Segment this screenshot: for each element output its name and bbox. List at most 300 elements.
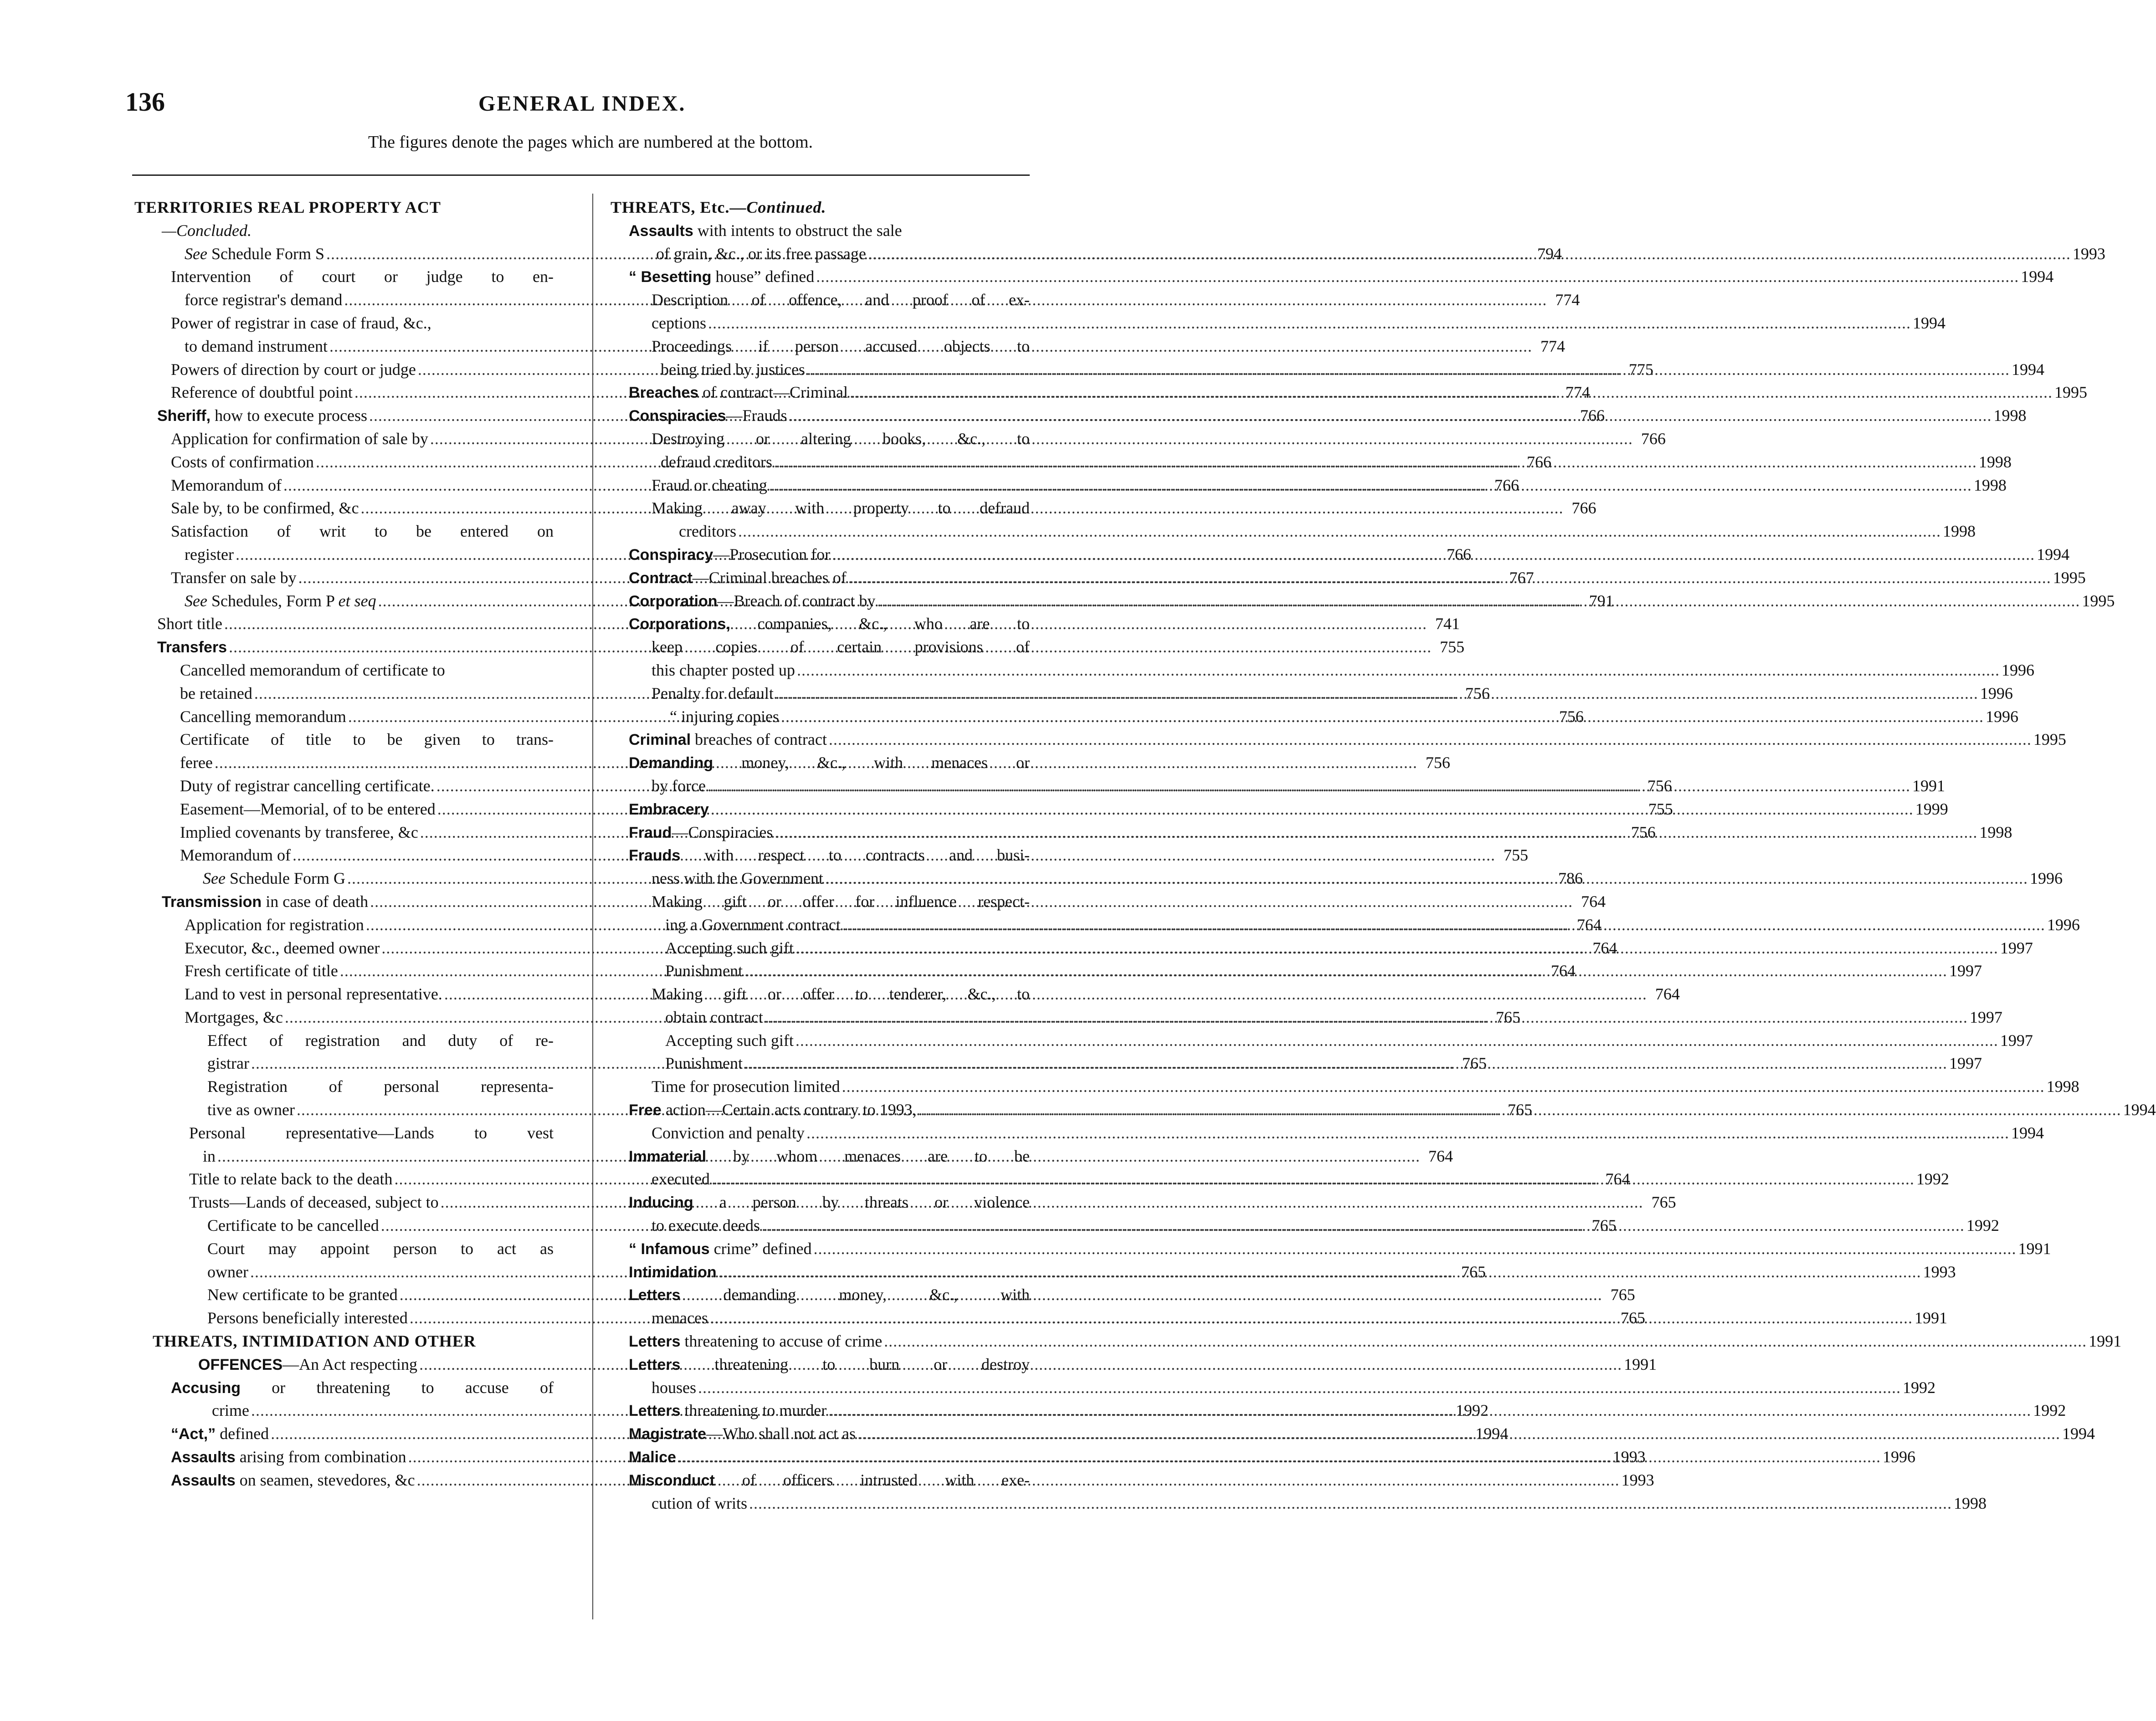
dot-leader [868, 242, 2071, 266]
entry-text [665, 1006, 763, 1029]
dot-leader [850, 381, 2053, 404]
index-entry [611, 1029, 2033, 1052]
entry-text [629, 1283, 1030, 1307]
page-ref: 1994 [2037, 545, 2070, 563]
page-ref: 765 [1507, 1101, 1532, 1119]
dot-leader [797, 659, 2000, 682]
page-ref: 774 [1555, 291, 1580, 309]
entry-text [652, 1376, 696, 1399]
entry-text [171, 474, 282, 497]
entry-label: New certificate to be granted [207, 1286, 398, 1304]
entry-label: by force [652, 776, 706, 795]
dot-leader [744, 1052, 1947, 1075]
entry-label: of contract—Criminal [698, 383, 848, 402]
index-entry [611, 219, 1030, 242]
entry-label: of grain, &c., or its free passage [656, 244, 866, 263]
entry-text [171, 1469, 415, 1492]
entry-text [652, 983, 1030, 1006]
entry-label: Certificate to be cancelled [207, 1216, 379, 1235]
page-ref: 764 [1550, 962, 1576, 980]
entry-text [157, 404, 367, 428]
entry-heading: Inducing [629, 1194, 693, 1212]
entry-text [652, 867, 823, 890]
dot-leader [762, 1214, 1965, 1237]
page-ref: 755 [1503, 846, 1528, 865]
entry-label: Accepting such gift [665, 938, 794, 957]
entry-heading: Transmission [162, 893, 262, 911]
entry-label: Fresh certificate of title [185, 962, 338, 980]
entry-text [180, 728, 554, 751]
entry-label: “ injuring copies [670, 707, 779, 726]
index-entry [611, 497, 1030, 520]
page-ref: 755 [1648, 799, 1673, 818]
entry-text [652, 682, 774, 705]
dot-leader [712, 1168, 1915, 1191]
page-ref: 1996 [1985, 707, 2018, 726]
entry-label: Registration of personal representa- [207, 1077, 554, 1096]
entry-label: —Criminal breaches of [692, 568, 847, 587]
index-entry [134, 1075, 554, 1098]
index-entry [611, 335, 1030, 358]
entry-heading: Free [629, 1101, 662, 1119]
entry-text [180, 751, 213, 774]
entry-label: threatening to burn or destroy [680, 1355, 1030, 1373]
dot-leader [710, 1306, 1913, 1330]
page-ref: 767 [1509, 568, 1534, 587]
entry-text [679, 520, 736, 543]
entry-heading: Corporation [629, 592, 718, 610]
entry-label: executed [652, 1170, 710, 1188]
entry-text [652, 288, 1030, 312]
entry-text [629, 1445, 676, 1469]
entry-label: of officers intrusted with exe- [714, 1470, 1030, 1489]
entry-label: Application for registration [185, 915, 364, 934]
page-ref: 1992 [1455, 1401, 1489, 1420]
entry-label: Powers of direction by court or judge [171, 360, 416, 379]
entry-heading: “ Besetting [629, 268, 712, 286]
entry-text [652, 635, 1030, 659]
entry-text [629, 798, 709, 821]
dot-leader [842, 913, 2045, 937]
index-entry [611, 312, 1946, 335]
entry-label: Sale by, to be confirmed, &c [171, 499, 359, 517]
entry-label: gistrar [207, 1054, 249, 1073]
entry-text [189, 1122, 554, 1145]
entry-heading: Assaults [629, 222, 693, 240]
entry-text [157, 612, 222, 635]
index-entry [134, 659, 554, 682]
page-ref: 786 [1558, 869, 1583, 888]
page-ref: 1994 [1475, 1424, 1509, 1443]
entry-label: Implied covenants by transferee, &c [180, 823, 418, 841]
page-ref: 1995 [2054, 383, 2088, 402]
entry-label: Title to relate back to the death [189, 1170, 393, 1188]
page-ref: 764 [1605, 1170, 1630, 1188]
page-ref: 1999 [1915, 799, 1948, 818]
index-entry [611, 659, 2034, 682]
entry-text [171, 381, 353, 404]
dot-leader [678, 1445, 1881, 1469]
page-ref: 766 [1571, 499, 1596, 517]
entry-heading: Frauds [629, 847, 681, 865]
entry-label: being tried by justices [661, 360, 805, 379]
index-entry [611, 265, 2054, 288]
entry-heading: Demanding [629, 754, 714, 772]
dot-leader [781, 705, 1984, 728]
entry-label: Reference of doubtful point [171, 383, 353, 402]
entry-text [207, 1052, 249, 1075]
entry-label: Schedule Form G [225, 869, 345, 888]
entry-heading: Letters [629, 1333, 681, 1351]
entry-label: threatening to accuse of crime [680, 1332, 883, 1351]
entry-text [611, 196, 1030, 219]
page-ref: 1998 [1978, 452, 2012, 471]
entry-text [185, 937, 380, 960]
entry-text [171, 497, 359, 520]
entry-heading: Contract [629, 569, 693, 587]
entry-text [203, 1145, 216, 1168]
entry-label: Transfer on sale by [171, 568, 297, 587]
page-ref: 765 [1461, 1262, 1486, 1281]
entry-text [171, 358, 416, 381]
entry-label: Court may appoint person to act as [207, 1239, 554, 1258]
index-entry [611, 1492, 1987, 1515]
index-entry [611, 1469, 1030, 1492]
entry-text [629, 1353, 1030, 1377]
entry-italic: See [185, 244, 207, 263]
entry-heading: “ Infamous [629, 1240, 710, 1258]
entry-label: Destroying or altering books, &c., to [652, 429, 1030, 448]
entry-heading: Criminal [629, 731, 691, 749]
entry-text [207, 1029, 554, 1052]
entry-text [207, 1075, 554, 1098]
index-entry [134, 219, 554, 242]
index-entry [134, 265, 554, 288]
entry-heading: Conspiracy [629, 546, 714, 563]
entry-label: —Who shall not act as [706, 1424, 856, 1443]
entry-label: THREATS, INTIMIDATION AND OTHER [153, 1332, 476, 1351]
index-entry [134, 312, 554, 335]
page-ref: 1998 [1973, 476, 2007, 494]
dot-leader [919, 1098, 2121, 1122]
entry-heading: Letters [629, 1286, 681, 1304]
entry-text [185, 983, 442, 1006]
entry-text [652, 474, 767, 497]
entry-label: Punishment [665, 962, 743, 980]
page-ref: 1998 [1953, 1494, 1987, 1512]
dot-leader [765, 1006, 1968, 1029]
entry-text [207, 1306, 408, 1330]
entry-label: Cancelling memorandum [180, 707, 346, 726]
entry-label: Making away with property to defraud [652, 499, 1030, 517]
dot-leader [775, 682, 1978, 705]
page-ref: 766 [1526, 452, 1551, 471]
entry-text [629, 589, 875, 613]
entry-label: —An Act respecting [282, 1355, 418, 1373]
entry-label: this chapter posted up [652, 661, 795, 679]
index-entry [611, 844, 1030, 867]
dot-leader [711, 798, 1914, 821]
entry-text [629, 844, 1030, 867]
entry-text [171, 566, 297, 589]
page-ref: 1995 [2082, 591, 2115, 610]
entry-heading: OFFENCES [198, 1356, 283, 1373]
entry-label: creditors [679, 522, 736, 541]
page-ref: 1991 [1914, 1309, 1947, 1327]
dot-leader [816, 265, 2019, 288]
entry-label: owner [207, 1262, 248, 1281]
dot-leader [769, 474, 1972, 497]
index-entry [611, 1399, 2066, 1422]
entry-heading: Embracery [629, 800, 709, 818]
entry-text [157, 635, 227, 659]
entry-text [652, 1168, 710, 1191]
page-ref: 1994 [1912, 313, 1946, 332]
page-ref: 765 [1610, 1286, 1635, 1304]
dot-leader [744, 959, 1947, 983]
entry-text [652, 890, 1030, 913]
entry-text [629, 1399, 826, 1423]
page-ref: 756 [1647, 776, 1672, 795]
entry-heading: Misconduct [629, 1471, 715, 1489]
entry-label: Personal representative—Lands to vest [189, 1123, 554, 1142]
page-ref: 766 [1446, 545, 1471, 563]
entry-label: TERRITORIES REAL PROPERTY ACT [134, 198, 441, 216]
entry-text [171, 520, 554, 543]
entry-text [629, 1260, 717, 1284]
entry-label: —Frauds [726, 406, 787, 425]
entry-text [180, 821, 418, 844]
page-ref: 1998 [1979, 823, 2012, 841]
entry-label: ceptions [652, 313, 706, 332]
entry-label: defined [216, 1424, 269, 1443]
index-entry [134, 1237, 554, 1260]
page-ref: 741 [1435, 615, 1460, 633]
index-entry [134, 1376, 554, 1399]
page-ref: 1997 [2000, 938, 2033, 957]
entry-label: Time for prosecution limited [652, 1077, 840, 1096]
entry-text [629, 751, 1030, 775]
page-ref: 794 [1537, 244, 1562, 263]
page-ref: 1994 [2011, 360, 2044, 379]
page-ref: 1998 [2046, 1077, 2079, 1096]
page-ref: 764 [1655, 985, 1680, 1004]
entry-text [629, 1422, 856, 1446]
index-entry [611, 612, 1030, 635]
entry-label: Trusts—Lands of deceased, subject to [189, 1193, 439, 1212]
page-ref: 764 [1428, 1147, 1453, 1165]
entry-label: action—Certain acts contrary to 1993, [661, 1101, 917, 1119]
entry-label: be retained [180, 684, 252, 702]
entry-label: Making gift or offer to tenderer, &c., to [652, 985, 1030, 1004]
entry-heading: Sheriff, [157, 407, 211, 425]
page-ref: 1991 [2089, 1332, 2122, 1351]
entry-heading: Breaches [629, 384, 699, 402]
entry-text [171, 1422, 269, 1446]
entry-heading: Letters [629, 1356, 681, 1373]
index-entry [611, 728, 2066, 751]
entry-text [185, 288, 342, 312]
entry-label: Memorandum of [171, 476, 282, 494]
entry-label: feree [180, 753, 213, 772]
page-ref: 765 [1651, 1193, 1676, 1212]
entry-label: to demand instrument [185, 337, 328, 355]
page-ref: 764 [1576, 915, 1602, 934]
entry-label: menaces [652, 1309, 708, 1327]
entry-text [198, 1353, 417, 1377]
entry-label: in case of death [262, 892, 369, 911]
entry-heading: Fraud [629, 824, 672, 841]
page-ref: 774 [1565, 383, 1590, 402]
entry-heading: Malice [629, 1449, 676, 1466]
entry-label: Intervention of court or judge to en- [171, 267, 554, 286]
index-entry [611, 520, 1976, 543]
entry-text [180, 705, 346, 728]
page-ref: 765 [1620, 1309, 1645, 1327]
entry-label: Duty of registrar cancelling certificate. [180, 776, 435, 795]
entry-text [153, 1330, 554, 1353]
dot-leader [842, 1075, 2045, 1098]
entry-italic: et seq [338, 591, 376, 610]
index-entry [611, 1122, 2044, 1145]
entry-label: Schedules, Form P [207, 591, 339, 610]
page-ref: 775 [1628, 360, 1653, 379]
entry-label: Accepting such gift [665, 1031, 794, 1050]
page-ref: 756 [1631, 823, 1656, 841]
entry-text [629, 404, 787, 428]
entry-label: Memorandum of [180, 846, 291, 865]
entry-label: Power of registrar in case of fraud, &c., [171, 313, 431, 332]
entry-label: Persons beneficially interested [207, 1309, 408, 1327]
entry-text [629, 612, 1030, 636]
page-ref: 1993 [1621, 1470, 1654, 1489]
page-ref: 1991 [1912, 776, 1945, 795]
page-ref: 765 [1462, 1054, 1487, 1073]
entry-text [665, 1052, 743, 1075]
page-ref: 1996 [2029, 869, 2063, 888]
entry-label: threatening to murder [680, 1401, 827, 1420]
entry-label: breaches of contract [691, 730, 827, 749]
entry-text [185, 335, 328, 358]
entry-text [629, 1330, 882, 1353]
entry-text [656, 242, 866, 266]
entry-text [652, 1214, 760, 1237]
entry-text [207, 1237, 554, 1260]
entry-label: Fraud or cheating [652, 476, 767, 494]
entry-text [180, 659, 554, 682]
entry-label: on seamen, stevedores, &c [235, 1470, 415, 1489]
entry-label: Mortgages, &c [185, 1008, 283, 1026]
entry-text [185, 913, 364, 937]
dot-leader [708, 774, 1910, 798]
page-ref: 1997 [1969, 1008, 2002, 1026]
index-entry [134, 196, 554, 219]
entry-heading: Assaults [171, 1449, 236, 1466]
entry-label: ing a Government contract [665, 915, 841, 934]
entry-text [629, 566, 847, 590]
entry-text [185, 1006, 283, 1029]
entry-italic: Continued. [746, 198, 826, 216]
entry-text [629, 821, 773, 845]
page-ref: 765 [1591, 1216, 1617, 1235]
page-ref: 1993 [2072, 244, 2105, 263]
entry-label: with respect to contracts and busi- [680, 846, 1030, 865]
entry-label: Short title [157, 615, 222, 633]
entry-text [652, 1075, 840, 1098]
page-ref: 1998 [1942, 522, 1976, 541]
page-ref: 756 [1559, 707, 1584, 726]
entry-label: house” defined [711, 267, 815, 286]
dot-leader [806, 1122, 2009, 1145]
page-ref: 1995 [2033, 730, 2066, 749]
entry-text [629, 1191, 1030, 1214]
entry-text [629, 1098, 917, 1122]
entry-label: crime” defined [709, 1239, 812, 1258]
dot-leader [832, 543, 2035, 566]
entry-text [189, 1168, 393, 1191]
entry-text [171, 427, 428, 451]
entry-text [180, 774, 435, 798]
entry-text [171, 1445, 406, 1469]
dot-leader [796, 937, 1998, 960]
entry-label: to execute deeds [652, 1216, 760, 1235]
entry-text [652, 312, 706, 335]
page-ref: 1993 [1923, 1262, 1956, 1281]
page-ref: 756 [1465, 684, 1490, 702]
page-ref: 1996 [2001, 661, 2034, 679]
index-entry [611, 890, 1030, 913]
entry-label: Easement—Memorial, of to be entered [180, 799, 436, 818]
page-number: 136 [125, 87, 165, 117]
entry-text [171, 451, 314, 474]
page-ref: 1998 [1993, 406, 2027, 425]
entry-text [162, 219, 554, 242]
page-title: GENERAL INDEX. [478, 92, 686, 116]
page-ref: 1992 [1903, 1378, 1935, 1397]
entry-text [629, 728, 827, 752]
page-ref: 1994 [2062, 1424, 2095, 1443]
entry-label: Land to vest in personal representative. [185, 985, 442, 1004]
entry-label: —Prosecution for [713, 545, 831, 563]
entry-text [207, 1260, 248, 1284]
index-entry [134, 520, 554, 543]
entry-text [665, 1029, 794, 1052]
dot-leader [789, 404, 1992, 427]
entry-label: register [185, 545, 234, 563]
page-ref: 1994 [2011, 1123, 2044, 1142]
dot-leader [796, 1029, 1998, 1052]
entry-text [180, 844, 291, 867]
entry-label: cution of writs [652, 1494, 747, 1512]
entry-label: Satisfaction of writ to be entered on [171, 522, 554, 541]
entry-label: companies, &c., who are to [730, 615, 1030, 633]
entry-text [661, 451, 772, 474]
dot-leader [877, 589, 2080, 613]
entry-label: arising from combination [235, 1448, 406, 1466]
entry-text [629, 219, 1030, 243]
entry-label: Cancelled memorandum of certificate to [180, 661, 445, 679]
entry-label: with intents to obstruct the sale [693, 221, 902, 240]
index-entry [611, 751, 1030, 774]
page-ref: 1991 [2018, 1239, 2051, 1258]
entry-heading: Conspiracies [629, 407, 726, 425]
page-ref: 1995 [2053, 568, 2086, 587]
entry-heading: Letters [629, 1402, 681, 1420]
entry-label: money, &c., with menaces or [713, 753, 1030, 772]
entry-text [134, 196, 554, 219]
entry-text [670, 705, 779, 728]
page-subtitle: The figures denote the pages which are numbered at the bottom. [368, 133, 813, 152]
